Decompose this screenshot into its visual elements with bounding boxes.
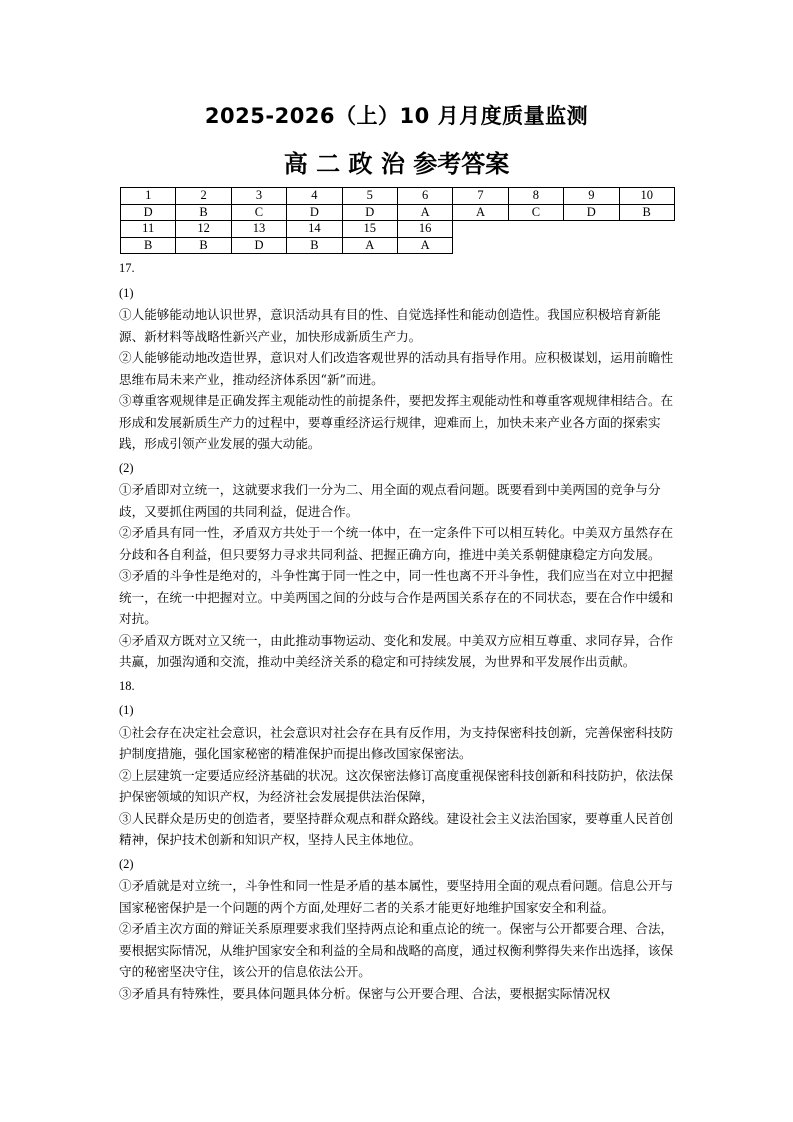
answer-cell: D	[287, 204, 342, 221]
question-number-cell: 13	[231, 221, 286, 238]
answer-cell: A	[453, 204, 508, 221]
answer-table-row-numbers-1	[121, 188, 675, 205]
sub-question-label: (1)	[119, 285, 134, 300]
empty-cell	[453, 221, 508, 238]
question-number-cell: 3	[231, 188, 286, 205]
answer-cell: B	[121, 237, 176, 254]
answer-point: ②矛盾具有同一性，矛盾双方共处于一个统一体中，在一定条件下可以相互转化。中美双方虽然存在分歧和各自利益，但只要努力寻求共同利益、把握正确方向，推进中美关系朝健康稳定方向发展。	[119, 525, 674, 562]
question-number-cell: 8	[508, 188, 563, 205]
answer-cell: D	[342, 204, 397, 221]
answer-cell: C	[508, 204, 563, 221]
empty-cell	[564, 237, 619, 254]
answer-point: ④矛盾双方既对立又统一，由此推动事物运动、变化和发展。中美双方应相互尊重、求同存异，合作共赢，加强沟通和交流，推动中美经济关系的稳定和可持续发展，为世界和平发展作出贡献。	[119, 632, 674, 669]
answer-point: ②矛盾主次方面的辩证关系原理要求我们坚持两点论和重点论的统一。保密与公开都要合理、合法，要根据实际情况，从维护国家安全和利益的全局和战略的高度，通过权衡利弊得失来作出选择，该保守的秘密坚决守住，该公开的信息依法公开。	[119, 921, 674, 979]
answer-cell: B	[619, 204, 674, 221]
empty-cell	[619, 221, 674, 238]
empty-cell	[508, 237, 563, 254]
answer-cell: A	[397, 237, 452, 254]
answer-content	[119, 258, 675, 1004]
answer-point: ③人民群众是历史的创造者，要坚持群众观点和群众路线。建设社会主义法治国家，要尊重人民首创精神，保护技术创新和知识产权，坚持人民主体地位。	[119, 810, 674, 847]
answer-point: ②上层建筑一定要适应经济基础的状况。这次保密法修订高度重视保密科技创新和科技防护，依法保护保密领域的知识产权，为经济社会发展提供法治保障，	[119, 767, 674, 804]
answer-key-subtitle: 高 二 政 治 参考答案	[283, 150, 510, 178]
answer-table-row-answers-2	[121, 237, 675, 254]
question-number-cell: 7	[453, 188, 508, 205]
question-number-cell: 16	[397, 221, 452, 238]
question-number-cell: 1	[121, 188, 176, 205]
answer-point: ①社会存在决定社会意识，社会意识对社会存在具有反作用，为支持保密科技创新，完善保密科技防护制度措施，强化国家秘密的精准保护而提出修改国家保密法。	[119, 724, 674, 761]
answer-table-row-numbers-2	[121, 221, 675, 238]
answer-cell: D	[121, 204, 176, 221]
empty-cell	[564, 221, 619, 238]
empty-cell	[508, 221, 563, 238]
answer-cell: A	[397, 204, 452, 221]
question-number: 17.	[119, 261, 135, 275]
answer-point: ③矛盾的斗争性是绝对的，斗争性寓于同一性之中，同一性也离不开斗争性，我们应当在对立中把握统一，在统一中把握对立。中美两国之间的分歧与合作是两国关系存在的不同状态，要在合作中缓和对抗。	[119, 568, 674, 626]
question-number-cell: 6	[397, 188, 452, 205]
answer-point: ②人能够能动地改造世界，意识对人们改造客观世界的活动具有指导作用。应积极谋划，运用前瞻性思维布局未来产业，推动经济体系因“新”而进。	[119, 350, 674, 387]
answer-cell: A	[342, 237, 397, 254]
question-number-cell: 2	[176, 188, 231, 205]
answer-point: ①人能够能动地认识世界，意识活动具有目的性、自觉选择性和能动创造性。我国应积极培育新能源、新材料等战略性新兴产业，加快形成新质生产力。	[119, 307, 661, 344]
answer-point: ①矛盾就是对立统一，斗争性和同一性是矛盾的基本属性，要坚持用全面的观点看问题。信息公开与国家秘密保护是一个问题的两个方面,处理好二者的关系才能更好地维护国家安全和利益。	[119, 878, 674, 915]
question-number-cell: 14	[287, 221, 342, 238]
question-number-cell: 5	[342, 188, 397, 205]
answer-point: ③矛盾具有特殊性，要具体问题具体分析。保密与公开要合理、合法，要根据实际情况权	[119, 985, 611, 1001]
sub-question-label: (1)	[119, 703, 134, 717]
question-number-cell: 9	[564, 188, 619, 205]
question-number-cell: 12	[176, 221, 231, 238]
question-number-cell: 15	[342, 221, 397, 238]
empty-cell	[619, 237, 674, 254]
answer-cell: D	[231, 237, 286, 254]
answer-point: ①矛盾即对立统一，这就要求我们一分为二、用全面的观点看问题。既要看到中美两国的竞争与分歧，又要抓住两国的共同利益，促进合作。	[119, 482, 661, 519]
question-number-cell: 11	[121, 221, 176, 238]
answer-cell: B	[176, 204, 231, 221]
question-number-cell: 10	[619, 188, 674, 205]
question-number-cell: 4	[287, 188, 342, 205]
sub-question-label: (2)	[119, 460, 134, 475]
answer-table	[120, 187, 675, 254]
sub-question-label: (2)	[119, 856, 134, 871]
answer-cell: D	[564, 204, 619, 221]
answer-cell: C	[231, 204, 286, 221]
answer-point: ③尊重客观规律是正确发挥主观能动性的前提条件，要把发挥主观能动性和尊重客观规律相结合。在形成和发展新质生产力的过程中，要尊重经济运行规律，迎难而上，加快未来产业各方面的探索实践，形成引领产业发展的强大动能。	[119, 393, 674, 451]
answer-cell: B	[176, 237, 231, 254]
answer-cell: B	[287, 237, 342, 254]
answer-table-row-answers-1	[121, 204, 675, 221]
question-number: 18.	[119, 678, 135, 693]
exam-title: 2025-2026（上）10 月月度质量监测	[204, 104, 589, 128]
empty-cell	[453, 237, 508, 254]
